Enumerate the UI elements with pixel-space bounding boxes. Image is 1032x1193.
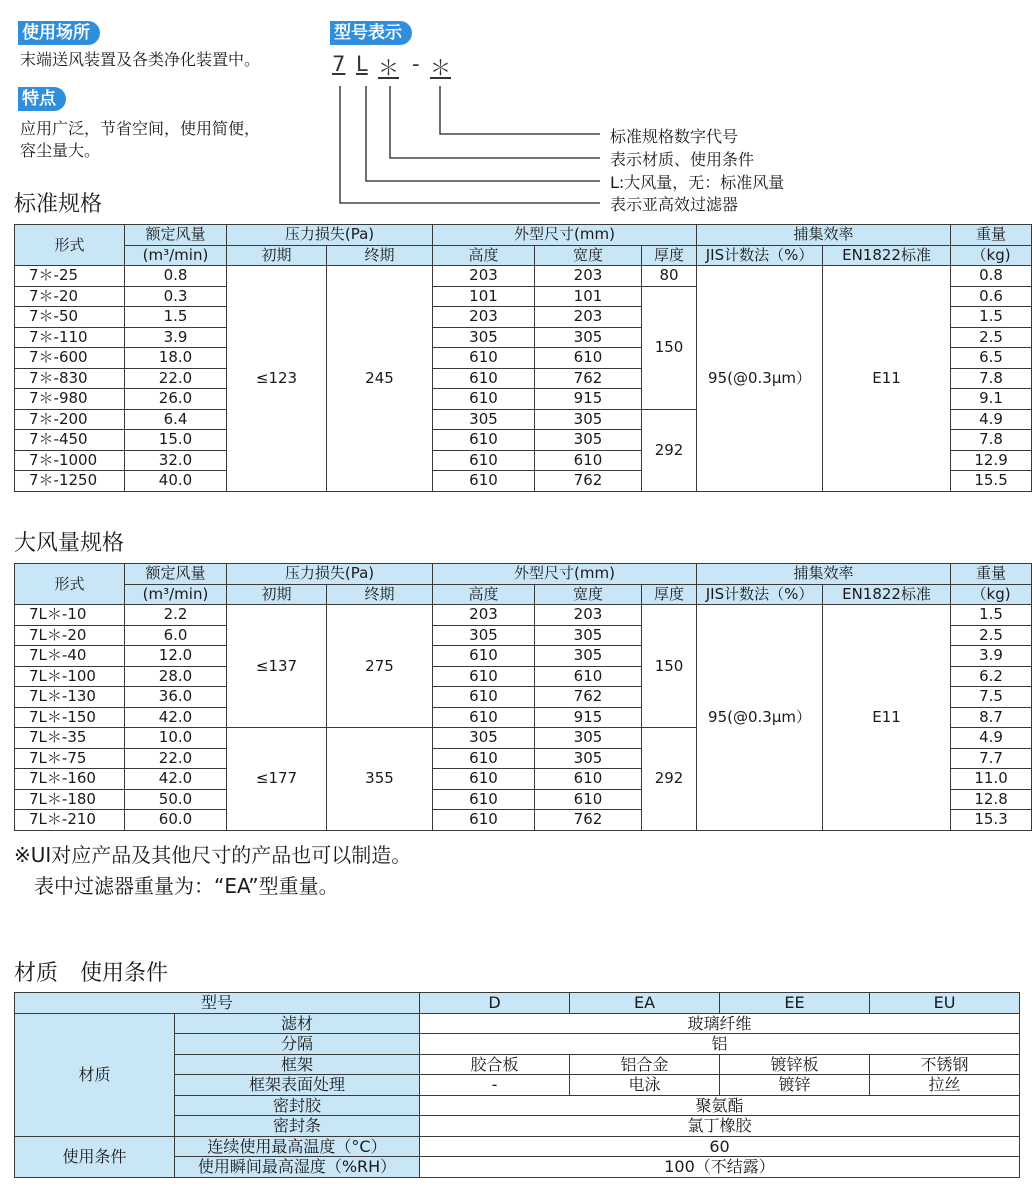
cell-model: 7L＊-10 (15, 605, 125, 626)
mat-surface-label: 框架表面处理 (175, 1075, 420, 1096)
mat-frame-d: 胶合板 (420, 1054, 570, 1075)
cell-weight: 1.5 (951, 605, 1032, 626)
mat-type-d: D (420, 993, 570, 1014)
cell-width: 305 (535, 748, 642, 769)
mat-type-eu: EU (870, 993, 1020, 1014)
cell-depth: 80 (642, 266, 697, 287)
col-airflow-unit: (m³/min) (125, 245, 227, 266)
cell-airflow: 60.0 (125, 810, 227, 831)
model-legend-lines (0, 0, 1032, 220)
cell-airflow: 10.0 (125, 728, 227, 749)
mat-separator-value: 铝 (420, 1034, 1020, 1055)
cell-model: 7＊-200 (15, 409, 125, 430)
cell-airflow: 22.0 (125, 748, 227, 769)
cell-height: 610 (433, 789, 535, 810)
cell-weight: 4.9 (951, 728, 1032, 749)
cell-airflow: 15.0 (125, 430, 227, 451)
materials-table (14, 992, 1020, 1178)
col-final: 终期 (327, 245, 433, 266)
cell-model: 7＊-980 (15, 389, 125, 410)
cell-model: 7L＊-20 (15, 625, 125, 646)
mat-group-conditions: 使用条件 (15, 1136, 175, 1177)
col-depth: 厚度 (642, 584, 697, 605)
note-line-2: 表中过滤器重量为：“EA”型重量。 (34, 874, 339, 898)
cell-en: E11 (823, 605, 951, 831)
cell-weight: 7.7 (951, 748, 1032, 769)
col-initial: 初期 (227, 245, 327, 266)
cell-height: 305 (433, 409, 535, 430)
cell-width: 305 (535, 327, 642, 348)
cell-airflow: 50.0 (125, 789, 227, 810)
cell-width: 610 (535, 769, 642, 790)
cell-airflow: 0.8 (125, 266, 227, 287)
cell-height: 610 (433, 348, 535, 369)
mat-surface-eu: 拉丝 (870, 1075, 1020, 1096)
cell-model: 7＊-1000 (15, 450, 125, 471)
large-spec-table (14, 563, 1032, 831)
cell-height: 203 (433, 266, 535, 287)
cell-height: 610 (433, 450, 535, 471)
cell-airflow: 2.2 (125, 605, 227, 626)
col-weight: 重量 (951, 564, 1032, 585)
features-line-2: 容尘量大。 (20, 141, 101, 160)
cell-model: 7L＊-180 (15, 789, 125, 810)
cell-weight: 0.6 (951, 286, 1032, 307)
cell-height: 610 (433, 687, 535, 708)
cell-width: 203 (535, 266, 642, 287)
cell-airflow: 3.9 (125, 327, 227, 348)
col-height: 高度 (433, 245, 535, 266)
large-title: 大风量规格 (14, 531, 125, 556)
col-weight: 重量 (951, 225, 1032, 246)
mat-type-ea: EA (570, 993, 720, 1014)
cell-initial: ≤137 (227, 605, 327, 728)
col-weight-unit: （kg) (951, 584, 1032, 605)
cell-weight: 7.5 (951, 687, 1032, 708)
cell-weight: 11.0 (951, 769, 1032, 790)
cell-width: 610 (535, 666, 642, 687)
cell-airflow: 6.4 (125, 409, 227, 430)
cell-height: 203 (433, 307, 535, 328)
cell-width: 610 (535, 450, 642, 471)
usage-text: 末端送风装置及各类净化装置中。 (20, 50, 261, 69)
cell-width: 762 (535, 810, 642, 831)
cell-width: 305 (535, 646, 642, 667)
cell-model: 7＊-110 (15, 327, 125, 348)
cell-height: 305 (433, 327, 535, 348)
col-width: 宽度 (535, 245, 642, 266)
col-efficiency: 捕集效率 (697, 225, 951, 246)
col-airflow-unit: (m³/min) (125, 584, 227, 605)
cell-model: 7＊-830 (15, 368, 125, 389)
col-en: EN1822标准 (823, 584, 951, 605)
cell-weight: 12.9 (951, 450, 1032, 471)
cell-height: 610 (433, 646, 535, 667)
col-size: 外型尺寸(mm) (433, 225, 697, 246)
col-initial: 初期 (227, 584, 327, 605)
cell-weight: 9.1 (951, 389, 1032, 410)
cell-airflow: 12.0 (125, 646, 227, 667)
cell-height: 610 (433, 430, 535, 451)
cell-airflow: 26.0 (125, 389, 227, 410)
table-row (15, 605, 1032, 626)
model-code-size: ＊ (430, 56, 451, 80)
cell-airflow: 6.0 (125, 625, 227, 646)
cell-height: 101 (433, 286, 535, 307)
cell-height: 610 (433, 368, 535, 389)
cell-width: 305 (535, 430, 642, 451)
note-line-1: ※UI对应产品及其他尺寸的产品也可以制造。 (14, 843, 412, 867)
col-depth: 厚度 (642, 245, 697, 266)
cell-width: 305 (535, 625, 642, 646)
cell-weight: 0.8 (951, 266, 1032, 287)
cell-airflow: 40.0 (125, 471, 227, 492)
col-pressure: 压力损失(Pa) (227, 225, 433, 246)
cell-airflow: 42.0 (125, 769, 227, 790)
cell-height: 610 (433, 748, 535, 769)
cell-jis: 95(@0.3μm） (697, 266, 823, 492)
col-height: 高度 (433, 584, 535, 605)
col-pressure: 压力损失(Pa) (227, 564, 433, 585)
mat-temp-value: 60 (420, 1136, 1020, 1157)
cell-airflow: 28.0 (125, 666, 227, 687)
cell-model: 7L＊-130 (15, 687, 125, 708)
col-en: EN1822标准 (823, 245, 951, 266)
cell-model: 7L＊-100 (15, 666, 125, 687)
cell-height: 305 (433, 728, 535, 749)
col-size: 外型尺寸(mm) (433, 564, 697, 585)
mat-group-material: 材质 (15, 1013, 175, 1136)
col-final: 终期 (327, 584, 433, 605)
mat-surface-ee: 镀锌 (720, 1075, 870, 1096)
cell-airflow: 42.0 (125, 707, 227, 728)
cell-weight: 7.8 (951, 368, 1032, 389)
cell-width: 203 (535, 605, 642, 626)
cell-model: 7L＊-150 (15, 707, 125, 728)
cell-depth: 150 (642, 286, 697, 409)
usage-badge: 使用场所 (18, 21, 100, 45)
mat-frame-label: 框架 (175, 1054, 420, 1075)
col-airflow: 额定风量 (125, 564, 227, 585)
cell-height: 203 (433, 605, 535, 626)
mat-separator-label: 分隔 (175, 1034, 420, 1055)
legend-airflow: L:大风量，无：标准风量 (610, 173, 785, 192)
cell-model: 7L＊-210 (15, 810, 125, 831)
cell-model: 7＊-20 (15, 286, 125, 307)
cell-airflow: 32.0 (125, 450, 227, 471)
cell-width: 762 (535, 471, 642, 492)
mat-temp-label: 连续使用最高温度（°C） (175, 1136, 420, 1157)
mat-humidity-label: 使用瞬间最高湿度（%RH） (175, 1157, 420, 1178)
cell-weight: 3.9 (951, 646, 1032, 667)
cell-airflow: 1.5 (125, 307, 227, 328)
cell-weight: 2.5 (951, 625, 1032, 646)
col-width: 宽度 (535, 584, 642, 605)
cell-final: 245 (327, 266, 433, 492)
cell-model: 7L＊-160 (15, 769, 125, 790)
cell-depth: 150 (642, 605, 697, 728)
cell-weight: 1.5 (951, 307, 1032, 328)
cell-model: 7L＊-75 (15, 748, 125, 769)
mat-gasket-value: 氯丁橡胶 (420, 1116, 1020, 1137)
col-type: 形式 (15, 225, 125, 266)
cell-airflow: 0.3 (125, 286, 227, 307)
cell-model: 7＊-600 (15, 348, 125, 369)
mat-sealant-value: 聚氨酯 (420, 1095, 1020, 1116)
cell-width: 101 (535, 286, 642, 307)
cell-weight: 15.5 (951, 471, 1032, 492)
col-type: 形式 (15, 564, 125, 605)
col-airflow: 额定风量 (125, 225, 227, 246)
cell-model: 7＊-25 (15, 266, 125, 287)
model-badge: 型号表示 (330, 21, 412, 45)
mat-frame-ea: 铝合金 (570, 1054, 720, 1075)
cell-depth: 292 (642, 728, 697, 831)
cell-final: 355 (327, 728, 433, 831)
cell-width: 203 (535, 307, 642, 328)
col-jis: JIS计数法（%） (697, 245, 823, 266)
cell-weight: 7.8 (951, 430, 1032, 451)
cell-height: 610 (433, 707, 535, 728)
cell-height: 610 (433, 389, 535, 410)
cell-en: E11 (823, 266, 951, 492)
legend-subhepa: 表示亚高效过滤器 (610, 195, 739, 214)
cell-height: 610 (433, 810, 535, 831)
cell-weight: 2.5 (951, 327, 1032, 348)
cell-weight: 12.8 (951, 789, 1032, 810)
cell-airflow: 36.0 (125, 687, 227, 708)
cell-model: 7L＊-35 (15, 728, 125, 749)
cell-depth: 292 (642, 409, 697, 491)
mat-type-ee: EE (720, 993, 870, 1014)
model-code-material: ＊ (378, 56, 399, 80)
cell-weight: 6.2 (951, 666, 1032, 687)
cell-width: 915 (535, 707, 642, 728)
cell-model: 7L＊-40 (15, 646, 125, 667)
cell-width: 610 (535, 789, 642, 810)
mat-humidity-value: 100（不结露） (420, 1157, 1020, 1178)
cell-model: 7＊-1250 (15, 471, 125, 492)
features-badge: 特点 (18, 87, 66, 111)
mat-sealant-label: 密封胶 (175, 1095, 420, 1116)
cell-width: 915 (535, 389, 642, 410)
cell-height: 305 (433, 625, 535, 646)
cell-initial: ≤177 (227, 728, 327, 831)
cell-height: 610 (433, 471, 535, 492)
mat-model-label: 型号 (15, 993, 420, 1014)
mat-frame-eu: 不锈钢 (870, 1054, 1020, 1075)
legend-material: 表示材质、使用条件 (610, 150, 755, 169)
mat-media-label: 滤材 (175, 1013, 420, 1034)
cell-weight: 15.3 (951, 810, 1032, 831)
cell-airflow: 18.0 (125, 348, 227, 369)
cell-weight: 8.7 (951, 707, 1032, 728)
cell-model: 7＊-450 (15, 430, 125, 451)
standard-title: 标准规格 (14, 192, 103, 217)
model-code-dash: - (412, 52, 420, 76)
cell-width: 610 (535, 348, 642, 369)
col-weight-unit: （kg) (951, 245, 1032, 266)
mat-frame-ee: 镀锌板 (720, 1054, 870, 1075)
cell-width: 762 (535, 368, 642, 389)
mat-surface-ea: 电泳 (570, 1075, 720, 1096)
col-efficiency: 捕集效率 (697, 564, 951, 585)
model-code-letter: L (356, 52, 368, 76)
mat-gasket-label: 密封条 (175, 1116, 420, 1137)
table-row (15, 266, 1032, 287)
mat-surface-d: - (420, 1075, 570, 1096)
cell-width: 305 (535, 728, 642, 749)
legend-size-code: 标准规格数字代号 (610, 127, 739, 146)
cell-jis: 95(@0.3μm） (697, 605, 823, 831)
model-code-digit: 7 (332, 52, 346, 76)
cell-initial: ≤123 (227, 266, 327, 492)
cell-final: 275 (327, 605, 433, 728)
cell-height: 610 (433, 769, 535, 790)
cell-airflow: 22.0 (125, 368, 227, 389)
mat-media-value: 玻璃纤维 (420, 1013, 1020, 1034)
standard-spec-table (14, 224, 1032, 492)
cell-model: 7＊-50 (15, 307, 125, 328)
cell-width: 305 (535, 409, 642, 430)
materials-title: 材质 使用条件 (14, 961, 169, 986)
cell-weight: 4.9 (951, 409, 1032, 430)
col-jis: JIS计数法（%） (697, 584, 823, 605)
cell-weight: 6.5 (951, 348, 1032, 369)
cell-width: 762 (535, 687, 642, 708)
features-line-1: 应用广泛，节省空间，使用简便， (20, 119, 261, 138)
cell-height: 610 (433, 666, 535, 687)
